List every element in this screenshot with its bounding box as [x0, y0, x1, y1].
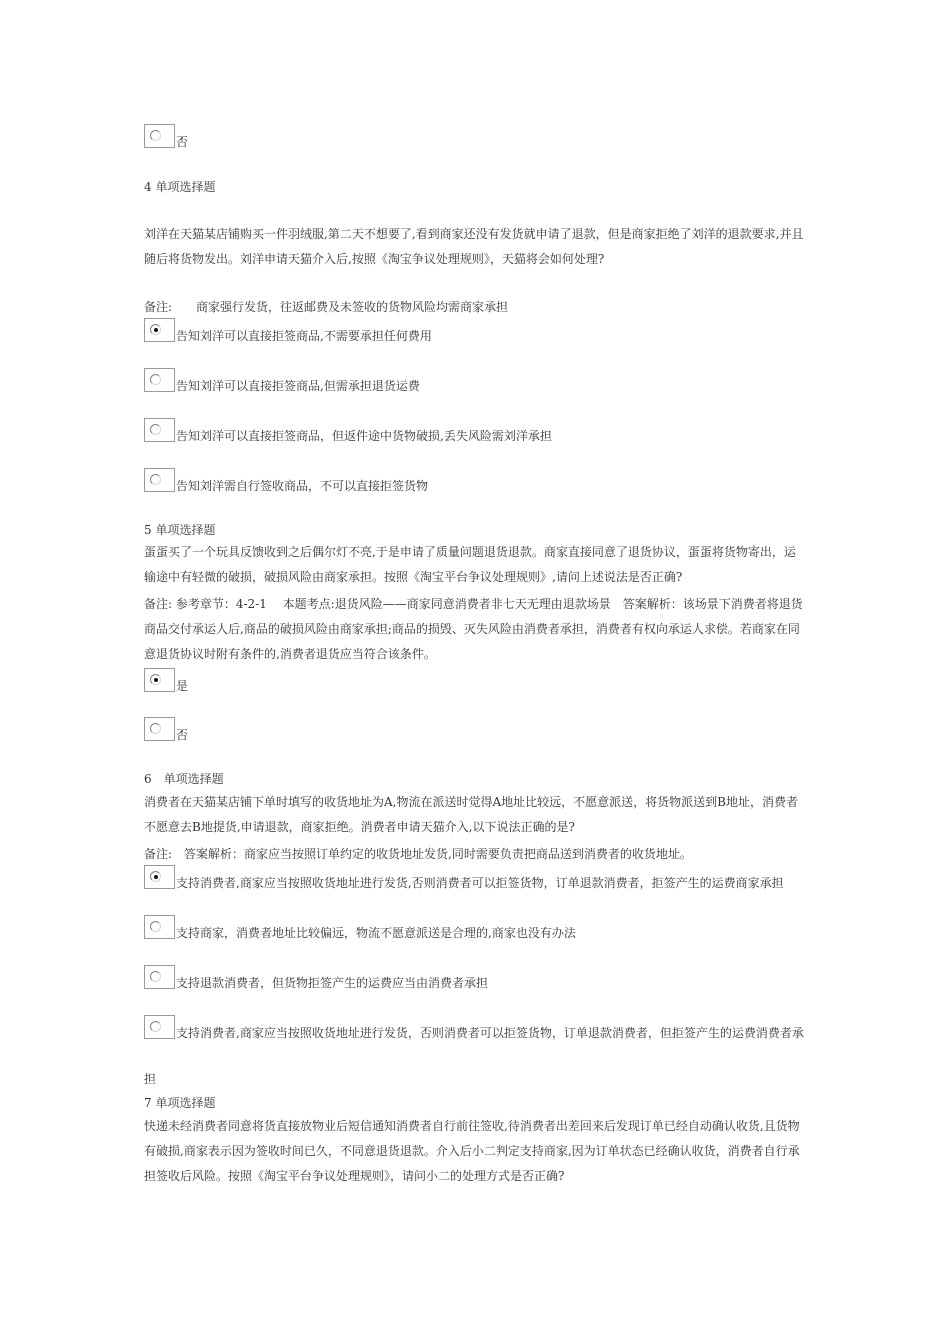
- radio-button[interactable]: [144, 965, 175, 989]
- option-label: 支持退款消费者，但货物拒签产生的运费应当由消费者承担: [176, 976, 489, 990]
- radio-button[interactable]: [144, 668, 175, 692]
- q5-heading: 5 单项选择题: [144, 523, 216, 537]
- radio-button[interactable]: [144, 468, 175, 492]
- option-label: 是: [176, 679, 189, 693]
- option-label: 告知刘洋可以直接拒签商品,但需承担退货运费: [176, 379, 420, 393]
- q5-question-text: 蛋蛋买了一个玩具反馈收到之后偶尔灯不亮,于是申请了质量问题退货退款。商家直接同意了退货协议，蛋蛋将货物寄出，运输途中有轻微的破损，破损风险由商家承担。按照《淘宝平台争议处理规则》,请问上述说法是否正确?: [144, 545, 796, 584]
- q6-heading: 6 单项选择题: [144, 772, 224, 786]
- radio-circle-icon: [150, 1021, 161, 1032]
- radio-checked-icon: [150, 674, 161, 685]
- radio-circle-icon: [150, 971, 161, 982]
- q5-note: 备注: 参考章节：4-2-1 本题考点:退货风险——商家同意消费者非七天无理由退款场景 答案解析：该场景下消费者将退货商品交付承运人后,商品的破损风险由商家承担;商品的损毁、灭失风险由消费者承担，消费者有权向承运人求偿。若商家在同意退货协议时附有条件的,消费者退货应当符合该条件。: [144, 597, 803, 661]
- option-label: 否: [176, 728, 189, 742]
- option-label: 支持消费者,商家应当按照收货地址进行发货,否则消费者可以拒签货物，订单退款消费者，拒签产生的运费商家承担: [176, 876, 784, 890]
- radio-circle-icon: [150, 374, 161, 385]
- radio-button[interactable]: [144, 717, 175, 741]
- radio-circle-icon: [150, 424, 161, 435]
- radio-button[interactable]: [144, 865, 175, 889]
- radio-button[interactable]: [144, 915, 175, 939]
- option-label: 告知刘洋可以直接拒签商品,不需要承担任何费用: [176, 329, 432, 343]
- option-label: 告知刘洋需自行签收商品，不可以直接拒签货物: [176, 479, 429, 493]
- option-label: 告知刘洋可以直接拒签商品，但返件途中货物破损,丢失风险需刘洋承担: [176, 429, 552, 443]
- q4-question-text: 刘洋在天猫某店铺购买一件羽绒服,第二天不想要了,看到商家还没有发货就申请了退款，但是商家拒绝了刘洋的退款要求,并且随后将货物发出。刘洋申请天猫介入后,按照《淘宝争议处理规则》，天猫将会如何处理?: [144, 227, 804, 266]
- radio-circle-icon: [150, 474, 161, 485]
- radio-circle-icon: [150, 130, 161, 141]
- radio-button[interactable]: [144, 1015, 175, 1039]
- radio-button[interactable]: [144, 418, 175, 442]
- q6-question-text: 消费者在天猫某店铺下单时填写的收货地址为A,物流在派送时觉得A地址比较远，不愿意派送，将货物派送到B地址，消费者不愿意去B地提货,申请退款，商家拒绝。消费者申请天猫介入,以下说法正确的是?: [144, 795, 798, 834]
- q7-question-text: 快递未经消费者同意将货直接放物业后短信通知消费者自行前往签收,待消费者出差回来后发现订单已经自动确认收货,且货物有破损,商家表示因为签收时间已久，不同意退货退款。介入后小二判定支持商家,因为订单状态已经确认收货，消费者自行承担签收后风险。按照《淘宝平台争议处理规则》，请问小二的处理方式是否正确?: [144, 1119, 800, 1183]
- option-label: 否: [176, 135, 189, 149]
- radio-circle-icon: [150, 921, 161, 932]
- radio-button[interactable]: [144, 124, 175, 148]
- radio-checked-icon: [150, 871, 161, 882]
- q6-note: 备注: 答案解析：商家应当按照订单约定的收货地址发货,同时需要负责把商品送到消费者的收货地址。: [144, 847, 692, 861]
- radio-button[interactable]: [144, 318, 175, 342]
- radio-circle-icon: [150, 723, 161, 734]
- q4-heading: 4 单项选择题: [144, 180, 216, 194]
- option-label: 支持消费者,商家应当按照收货地址进行发货，否则消费者可以拒签货物，订单退款消费者，但拒签产生的运费消费者承: [176, 1026, 804, 1040]
- q6-option-4-wrap: 担: [144, 1072, 157, 1086]
- option-label: 支持商家，消费者地址比较偏远，物流不愿意派送是合理的,商家也没有办法: [176, 926, 576, 940]
- q4-note: 备注: 商家强行发货，往返邮费及未签收的货物风险均需商家承担: [144, 300, 509, 314]
- radio-checked-icon: [150, 324, 161, 335]
- radio-button[interactable]: [144, 368, 175, 392]
- q7-heading: 7 单项选择题: [144, 1096, 216, 1110]
